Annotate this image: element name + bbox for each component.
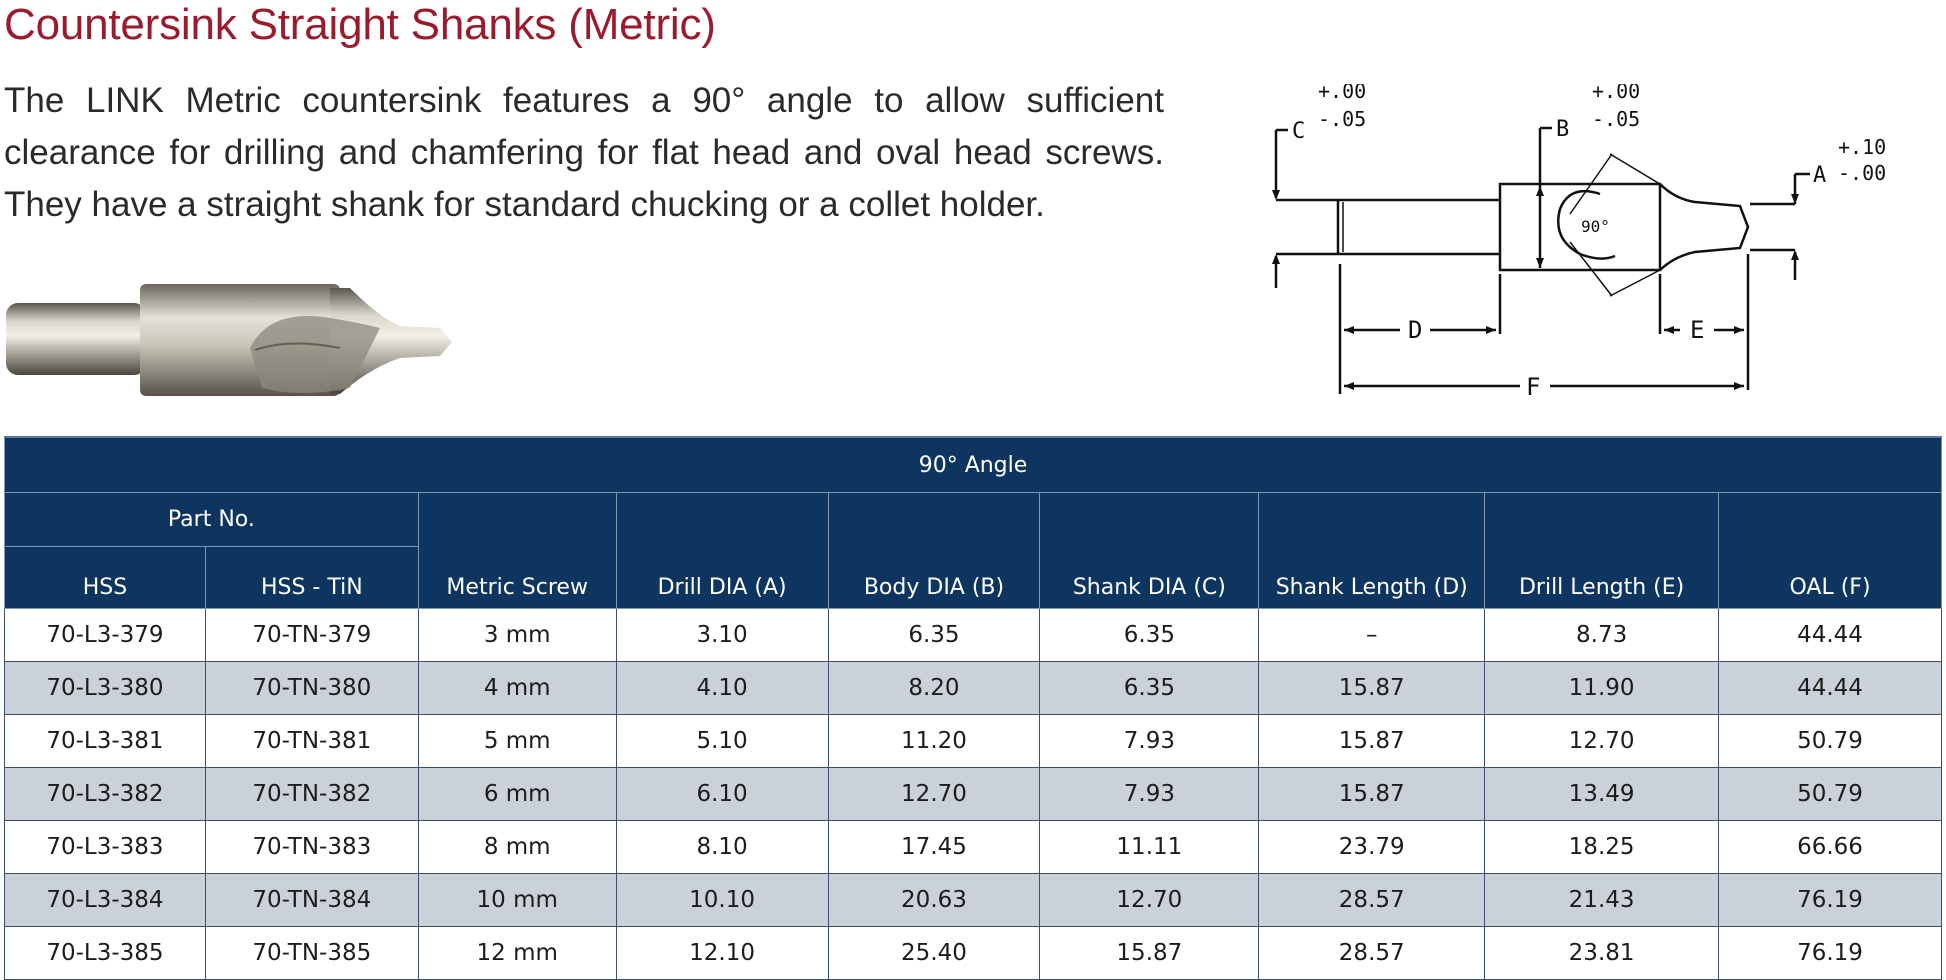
- tol-c-upper: +.00: [1318, 84, 1367, 103]
- cell-drill-dia: 12.10: [616, 927, 828, 980]
- cell-shank-dia: 7.93: [1040, 768, 1259, 821]
- cell-hss-tin: 70-TN-384: [205, 874, 418, 927]
- cell-metric-screw: 3 mm: [418, 609, 616, 662]
- cell-drill-length: 13.49: [1485, 768, 1719, 821]
- cell-drill-length: 11.90: [1485, 662, 1719, 715]
- cell-shank-dia: 11.11: [1040, 821, 1259, 874]
- label-e: E: [1690, 316, 1705, 344]
- label-d: D: [1408, 316, 1423, 344]
- cell-shank-length: 28.57: [1259, 927, 1485, 980]
- cell-oal: 44.44: [1719, 609, 1942, 662]
- cell-drill-dia: 6.10: [616, 768, 828, 821]
- cell-shank-length: 15.87: [1259, 715, 1485, 768]
- cell-drill-dia: 10.10: [616, 874, 828, 927]
- cell-shank-dia: 6.35: [1040, 662, 1259, 715]
- cell-shank-dia: 15.87: [1040, 927, 1259, 980]
- cell-oal: 66.66: [1719, 821, 1942, 874]
- cell-shank-dia: 12.70: [1040, 874, 1259, 927]
- cell-metric-screw: 8 mm: [418, 821, 616, 874]
- cell-hss: 70-L3-379: [5, 609, 206, 662]
- table-row: [5, 768, 1942, 821]
- cell-drill-dia: 3.10: [616, 609, 828, 662]
- angle-header: 90° Angle: [5, 437, 1942, 493]
- tol-a-lower: -.00: [1838, 161, 1887, 185]
- cell-body-dia: 11.20: [828, 715, 1040, 768]
- table-row: [5, 927, 1942, 980]
- col-header-shank-dia: Shank DIA (C): [1040, 493, 1259, 609]
- cell-body-dia: 6.35: [828, 609, 1040, 662]
- cell-body-dia: 8.20: [828, 662, 1040, 715]
- part-no-header: Part No.: [5, 493, 419, 547]
- table-row: [5, 662, 1942, 715]
- product-description: The LINK Metric countersink features a 90° angle to allow sufficient clearance for drilling and chamfering for flat head and oval head screws. They have a straight shank for standard chucking or a collet holder.: [4, 81, 1164, 224]
- cell-oal: 76.19: [1719, 874, 1942, 927]
- cell-body-dia: 25.40: [828, 927, 1040, 980]
- cell-hss-tin: 70-TN-380: [205, 662, 418, 715]
- label-a: A: [1813, 163, 1827, 188]
- tol-b-lower: -.05: [1592, 107, 1641, 131]
- label-c: C: [1292, 119, 1306, 144]
- cell-hss-tin: 70-TN-383: [205, 821, 418, 874]
- cell-body-dia: 20.63: [828, 874, 1040, 927]
- specifications-table: [4, 436, 1942, 980]
- cell-hss: 70-L3-380: [5, 662, 206, 715]
- cell-oal: 50.79: [1719, 715, 1942, 768]
- table-row: [5, 874, 1942, 927]
- col-header-body-dia: Body DIA (B): [828, 493, 1040, 609]
- cell-body-dia: 17.45: [828, 821, 1040, 874]
- cell-metric-screw: 6 mm: [418, 768, 616, 821]
- col-header-oal: OAL (F): [1719, 493, 1942, 609]
- cell-body-dia: 12.70: [828, 768, 1040, 821]
- cell-metric-screw: 4 mm: [418, 662, 616, 715]
- cell-shank-length: 28.57: [1259, 874, 1485, 927]
- table-row: [5, 609, 1942, 662]
- cell-drill-dia: 8.10: [616, 821, 828, 874]
- cell-oal: 76.19: [1719, 927, 1942, 980]
- cell-drill-length: 21.43: [1485, 874, 1719, 927]
- cell-shank-dia: 7.93: [1040, 715, 1259, 768]
- cell-drill-dia: 5.10: [616, 715, 828, 768]
- cell-shank-dia: 6.35: [1040, 609, 1259, 662]
- label-angle: 90°: [1581, 217, 1610, 236]
- cell-drill-length: 23.81: [1485, 927, 1719, 980]
- cell-metric-screw: 10 mm: [418, 874, 616, 927]
- cell-drill-length: 18.25: [1485, 821, 1719, 874]
- cell-shank-length: –: [1259, 609, 1485, 662]
- cell-drill-length: 8.73: [1485, 609, 1719, 662]
- cell-shank-length: 15.87: [1259, 662, 1485, 715]
- tol-c-lower: -.05: [1318, 107, 1367, 131]
- table-row: [5, 715, 1942, 768]
- tol-b-upper: +.00: [1592, 84, 1641, 103]
- cell-hss-tin: 70-TN-385: [205, 927, 418, 980]
- dimension-diagram: [1270, 84, 1920, 404]
- label-b: B: [1556, 117, 1570, 142]
- col-header-drill-dia: Drill DIA (A): [616, 493, 828, 609]
- cell-hss: 70-L3-384: [5, 874, 206, 927]
- col-header-metric-screw: Metric Screw: [418, 493, 616, 609]
- cell-oal: 50.79: [1719, 768, 1942, 821]
- cell-hss: 70-L3-383: [5, 821, 206, 874]
- table-row: [5, 821, 1942, 874]
- cell-hss: 70-L3-381: [5, 715, 206, 768]
- cell-hss-tin: 70-TN-381: [205, 715, 418, 768]
- col-header-drill-length: Drill Length (E): [1485, 493, 1719, 609]
- cell-hss: 70-L3-382: [5, 768, 206, 821]
- cell-drill-length: 12.70: [1485, 715, 1719, 768]
- tol-a-upper: +.10: [1838, 135, 1887, 159]
- col-header-hss: HSS: [5, 547, 206, 609]
- cell-shank-length: 23.79: [1259, 821, 1485, 874]
- cell-hss: 70-L3-385: [5, 927, 206, 980]
- table-body: [5, 609, 1942, 980]
- label-f: F: [1526, 373, 1541, 401]
- countersink-photo: [0, 278, 470, 408]
- cell-oal: 44.44: [1719, 662, 1942, 715]
- cell-metric-screw: 5 mm: [418, 715, 616, 768]
- col-header-hss-tin: HSS - TiN: [205, 547, 418, 609]
- cell-hss-tin: 70-TN-379: [205, 609, 418, 662]
- cell-hss-tin: 70-TN-382: [205, 768, 418, 821]
- cell-shank-length: 15.87: [1259, 768, 1485, 821]
- cell-metric-screw: 12 mm: [418, 927, 616, 980]
- col-header-shank-length: Shank Length (D): [1259, 493, 1485, 609]
- page-title: Countersink Straight Shanks (Metric): [4, 0, 716, 49]
- cell-drill-dia: 4.10: [616, 662, 828, 715]
